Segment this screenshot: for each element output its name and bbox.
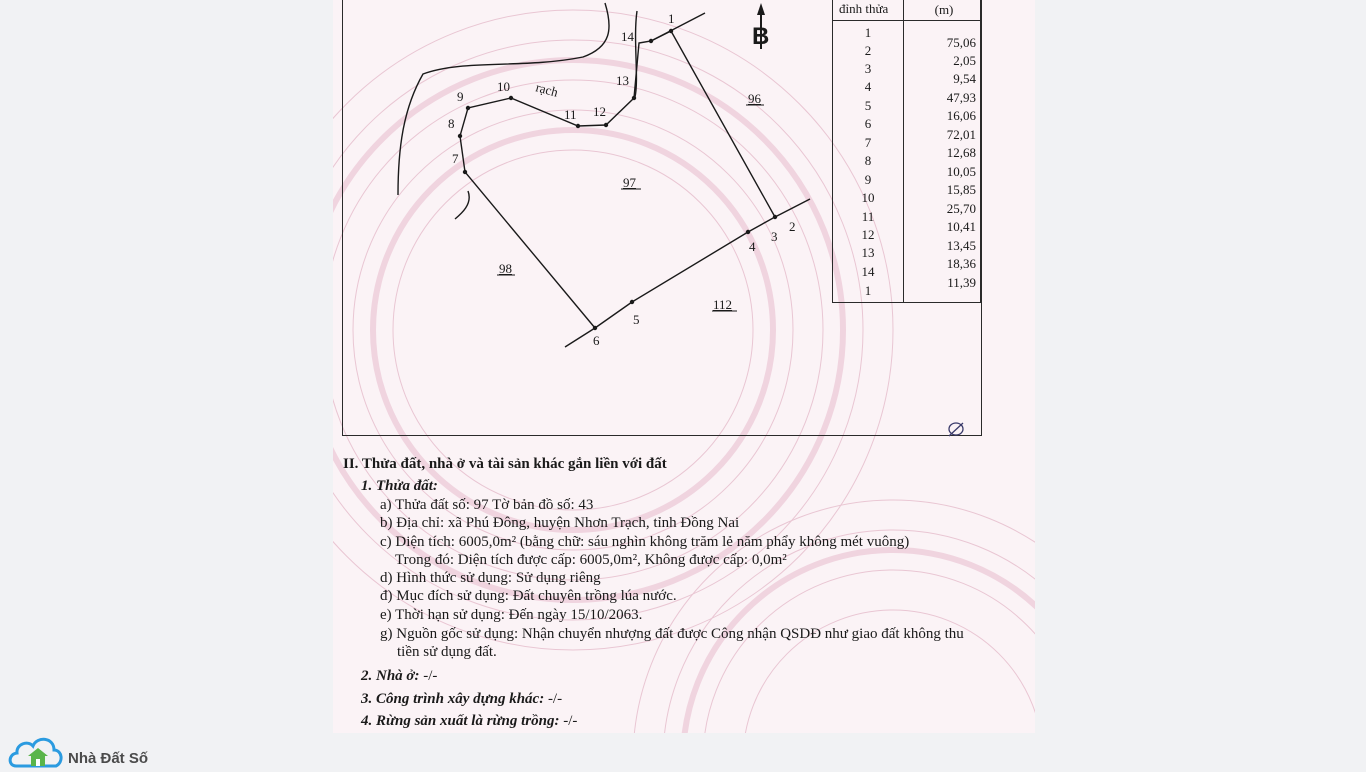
canal-outer-line: [398, 3, 609, 195]
table-row-point: 5: [864, 98, 872, 113]
point-label-11: 11: [564, 107, 577, 122]
table-row-point: 7: [864, 135, 872, 150]
table-row-length: 10,41: [946, 219, 976, 234]
forest-value: -/-: [563, 713, 578, 729]
table-row-length: 10,05: [946, 164, 976, 179]
table-row-point: 9: [864, 172, 872, 187]
forest-heading: 4. Rừng sản xuất là rừng trồng:: [361, 713, 560, 729]
header-point: đỉnh thửa: [839, 1, 889, 16]
svg-text:B: B: [752, 23, 770, 50]
table-row-point: 12: [861, 227, 875, 242]
point-label-1: 1: [668, 11, 675, 26]
house-cloud-icon: [8, 732, 64, 768]
point-label-6: 6: [593, 333, 600, 348]
table-row-length: 15,85: [946, 182, 976, 197]
boundary-extension: [565, 328, 595, 347]
north-arrow-icon: [752, 3, 769, 50]
table-row-length: 25,70: [946, 201, 976, 216]
land-plot-map: [342, 0, 982, 436]
site-logo[interactable]: [8, 732, 168, 768]
point-label-5: 5: [633, 312, 640, 327]
parcel-label-112: 112: [713, 297, 733, 312]
table-row-length: 47,93: [946, 90, 976, 105]
point-label-8: 8: [448, 116, 455, 131]
point-label-10: 10: [497, 79, 510, 94]
point-label-4: 4: [749, 239, 756, 254]
point-label-7: 7: [452, 151, 459, 166]
table-row-point: 13: [861, 245, 875, 260]
table-row-length: 2,05: [953, 53, 976, 68]
parcel-label-98: 98: [499, 261, 512, 276]
area-detail-line: Trong đó: Diện tích được cấp: 6005,0m², Không được cấp: 0,0m²: [395, 552, 787, 568]
point-label-2: 2: [789, 219, 796, 234]
stamp-mark-icon: [949, 423, 963, 436]
table-row-point: 6: [864, 116, 872, 131]
area-line: c) Diện tích: 6005,0m² (bằng chữ: sáu nghìn không trăm lẻ năm phẩy không mét vuông): [380, 534, 910, 550]
table-row-length: 18,36: [946, 256, 976, 271]
land-details-section: [333, 446, 1035, 733]
parcel-label-97: 97: [623, 175, 636, 190]
parcel-label-96: 96: [748, 91, 761, 106]
table-row-point: 3: [864, 61, 872, 76]
land-certificate-page: [333, 0, 1035, 733]
point-label-9: 9: [457, 89, 464, 104]
table-header: [833, 0, 980, 21]
section-title: II. Thửa đất, nhà ở và tài sản khác gắn liền với đất: [343, 456, 667, 472]
origin-line: g) Nguồn gốc sử dụng: Nhận chuyển nhượng đất được Công nhận QSDĐ như giao đất không thu: [380, 626, 964, 642]
table-row-point: 10: [861, 190, 875, 205]
canal-label: rạch: [534, 79, 560, 100]
table-row-length: 72,01: [946, 127, 976, 142]
house-value: -/-: [423, 668, 438, 684]
usage-purpose-line: đ) Mục đích sử dụng: Đất chuyên trồng lúa nước.: [380, 588, 677, 604]
parcel-number-line: a) Thửa đất số: 97 Tờ bản đồ số: 43: [380, 497, 594, 513]
land-heading: 1. Thửa đất:: [361, 478, 438, 494]
boundary-extension: [775, 199, 810, 217]
usage-form-line: d) Hình thức sử dụng: Sử dụng riêng: [380, 570, 601, 586]
house-heading: 2. Nhà ở:: [361, 668, 420, 684]
table-row-length: 13,45: [946, 238, 976, 253]
table-row-length: 12,68: [946, 145, 976, 160]
boundary-extension: [651, 13, 705, 41]
table-row-length: 75,06: [946, 35, 976, 50]
table-row-length: 11,39: [947, 275, 976, 290]
logo-text: Nhà Đất Số: [68, 750, 149, 767]
canal-inner-line: [455, 11, 637, 219]
point-label-13: 13: [616, 73, 629, 88]
point-label-3: 3: [771, 229, 778, 244]
table-row-point: 2: [864, 43, 872, 58]
address-line: b) Địa chỉ: xã Phú Đông, huyện Nhơn Trạch, tỉnh Đồng Nai: [380, 515, 740, 531]
table-row-point: 8: [864, 153, 872, 168]
point-label-12: 12: [593, 104, 606, 119]
construction-heading: 3. Công trình xây dựng khác:: [361, 691, 545, 707]
table-row-point: 4: [864, 79, 872, 94]
table-row-point: 1: [864, 25, 872, 40]
point-label-14: 14: [621, 29, 634, 44]
origin-line-cont: tiền sử dụng đất.: [397, 644, 497, 660]
table-row-point: 14: [861, 264, 875, 279]
usage-term-line: e) Thời hạn sử dụng: Đến ngày 15/10/2063.: [380, 607, 643, 623]
table-row-point: 1: [864, 283, 872, 298]
table-row-point: 11: [861, 209, 875, 224]
construction-value: -/-: [547, 691, 563, 707]
edge-length-table: [832, 0, 981, 303]
table-row-length: 16,06: [946, 108, 976, 123]
header-length: (m): [934, 2, 954, 17]
table-row-length: 9,54: [953, 71, 976, 86]
